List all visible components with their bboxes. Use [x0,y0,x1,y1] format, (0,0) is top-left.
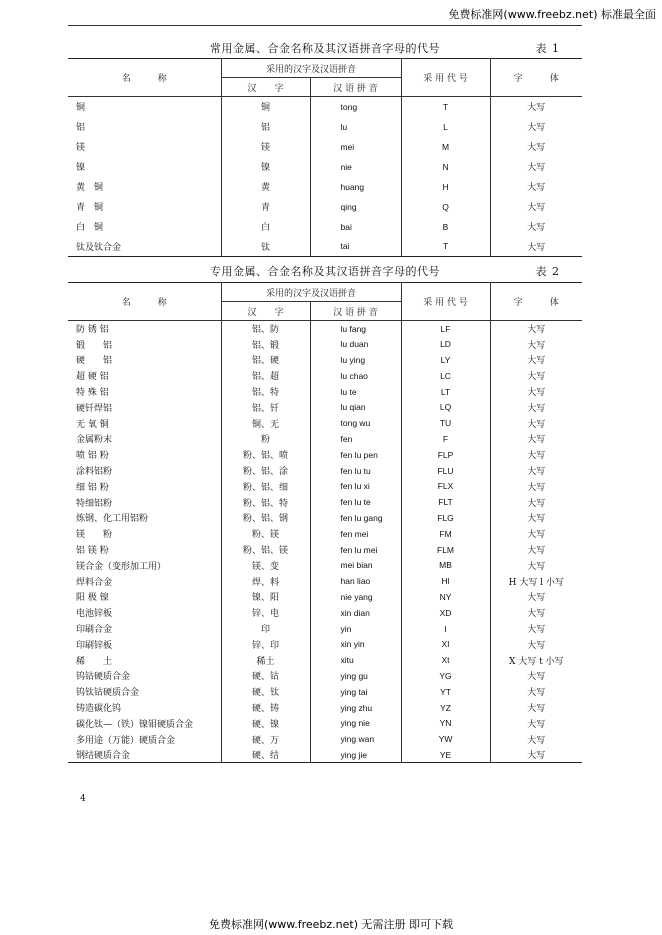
cell-name: 超 硬 铝 [68,368,221,384]
table-row [68,494,582,510]
cell-hanzi: 粉、铝、涂 [221,463,310,479]
table1-header-hanzi: 汉 字 [221,78,310,97]
table-row [68,217,582,237]
table2-label: 表 2 [535,265,560,278]
table-row [68,157,582,177]
cell-pinyin: fen [310,431,401,447]
cell-code: FLP [401,447,490,463]
cell-pinyin: tai [310,237,401,257]
cell-pinyin: bai [310,217,401,237]
cell-code: L [401,117,490,137]
cell-code: FLX [401,478,490,494]
table1-label: 表 1 [535,42,560,55]
cell-hanzi: 镁 [221,137,310,157]
cell-font: 大写 [527,435,546,446]
table-row [68,542,582,558]
cell-hanzi: 铝、锻 [221,336,310,352]
table2-header-pinyin: 汉 语 拼 音 [310,302,401,321]
table1-header-code: 采 用 代 号 [401,59,490,97]
cell-code: FLM [401,542,490,558]
cell-pinyin: ying jie [310,747,401,763]
cell-font: 大写 [527,372,546,383]
cell-pinyin: nie yang [310,589,401,605]
cell-pinyin: lu chao [310,368,401,384]
cell-font: 大写 [527,388,546,399]
cell-name: 白 铜 [68,217,221,237]
cell-font: 大写 [527,325,546,336]
cell-name: 青 铜 [68,197,221,217]
cell-name: 防 锈 铝 [68,321,221,337]
cell-name: 焊料合金 [68,573,221,589]
cell-code: LY [401,352,490,368]
table-row [68,321,582,337]
cell-font: 大写 [527,467,546,478]
cell-pinyin: fen lu tu [310,463,401,479]
table-row [68,352,582,368]
cell-code: LC [401,368,490,384]
cell-font: 大写 [527,163,546,173]
cell-hanzi: 青 [221,197,310,217]
cell-hanzi: 锌、印 [221,636,310,652]
cell-font: 大写 [527,356,546,367]
cell-name: 无 氧 铜 [68,415,221,431]
cell-hanzi: 印 [221,621,310,637]
cell-code: LT [401,384,490,400]
cell-font: 大写 [527,403,546,414]
cell-pinyin: huang [310,177,401,197]
cell-code: T [401,237,490,257]
cell-hanzi: 硬、钴 [221,668,310,684]
cell-pinyin: xin dian [310,605,401,621]
cell-code: TU [401,415,490,431]
table-row [68,621,582,637]
cell-name: 镁 粉 [68,526,221,542]
table1-header-pinyin: 汉 语 拼 音 [310,78,401,97]
cell-code: YW [401,731,490,747]
table-row [68,573,582,589]
table-row [68,557,582,573]
table2-header-font: 字 体 [490,283,582,321]
cell-code: FLG [401,510,490,526]
table2-title-bar [68,263,582,279]
table1-header-name: 名 称 [68,59,221,97]
cell-code: H [401,177,490,197]
cell-pinyin: fen lu gang [310,510,401,526]
cell-code: Xt [401,652,490,668]
table1-title: 常用金属、合金名称及其汉语拼音字母的代号 [210,42,440,55]
cell-hanzi: 粉、铝、细 [221,478,310,494]
header-site-text: 免费标准网(www.freebz.net) 标准最全面 [448,8,656,21]
cell-name: 钨钴硬质合金 [68,668,221,684]
footer-site-text: 免费标准网(www.freebz.net) 无需注册 即可下载 [208,918,454,931]
cell-code: F [401,431,490,447]
header-rule [68,25,582,26]
cell-font: 大写 [527,340,546,351]
table2-header-adopted: 采用的汉字及汉语拼音 [221,283,401,302]
table2 [68,282,582,763]
cell-hanzi: 铝、超 [221,368,310,384]
cell-hanzi: 白 [221,217,310,237]
cell-code: YN [401,715,490,731]
cell-hanzi: 硬、结 [221,747,310,763]
cell-pinyin: tong [310,97,401,117]
table-row [68,605,582,621]
cell-code: LQ [401,399,490,415]
cell-name: 黄 铜 [68,177,221,197]
table-row [68,510,582,526]
cell-font: 大写 [527,482,546,493]
cell-name: 硬 铝 [68,352,221,368]
cell-hanzi: 黄 [221,177,310,197]
cell-name: 铸造碳化钨 [68,700,221,716]
cell-font: X 大写 t 小写 [508,656,564,667]
cell-pinyin: fen mei [310,526,401,542]
cell-font: 大写 [527,546,546,557]
cell-font: 大写 [527,719,546,730]
cell-hanzi: 硬、万 [221,731,310,747]
cell-code: N [401,157,490,177]
cell-hanzi: 粉 [221,431,310,447]
cell-pinyin: ying gu [310,668,401,684]
cell-name: 铜 [68,97,221,117]
cell-code: MB [401,557,490,573]
cell-font: 大写 [527,143,546,153]
cell-name: 硬钎焊铝 [68,399,221,415]
table-row [68,668,582,684]
cell-hanzi: 焊、料 [221,573,310,589]
cell-hanzi: 锌、电 [221,605,310,621]
cell-name: 镍 [68,157,221,177]
cell-pinyin: yin [310,621,401,637]
cell-code: FLU [401,463,490,479]
cell-hanzi: 粉、铝、特 [221,494,310,510]
cell-hanzi: 铜 [221,97,310,117]
table2-header-hanzi: 汉 字 [221,302,310,321]
cell-font: H 大写 l 小写 [508,577,564,588]
cell-pinyin: lu qian [310,399,401,415]
cell-hanzi: 粉、铝、喷 [221,447,310,463]
table-row [68,415,582,431]
table1-header-font: 字 体 [490,59,582,97]
cell-font: 大写 [527,514,546,525]
cell-font: 大写 [527,672,546,683]
table-row [68,177,582,197]
cell-name: 钛及钛合金 [68,237,221,257]
table-row [68,731,582,747]
table-row [68,431,582,447]
cell-name: 印刷合金 [68,621,221,637]
cell-font: 大写 [527,123,546,133]
cell-hanzi: 硬、铸 [221,700,310,716]
cell-hanzi: 粉、铝、钢 [221,510,310,526]
cell-pinyin: fen lu pen [310,447,401,463]
cell-font: 大写 [490,747,582,763]
table-row [68,137,582,157]
cell-hanzi: 铝、特 [221,384,310,400]
table-row [68,368,582,384]
cell-font: 大写 [527,223,546,233]
cell-name: 碳化钛—（铁）镍钼硬质合金 [68,715,221,731]
cell-code: B [401,217,490,237]
cell-code: XI [401,636,490,652]
table1-title-bar [68,40,582,56]
cell-pinyin: tong wu [310,415,401,431]
cell-name: 炼钢、化工用铝粉 [68,510,221,526]
cell-hanzi: 粉、铝、镁 [221,542,310,558]
cell-name: 铝 [68,117,221,137]
cell-name: 钨钛钴硬质合金 [68,684,221,700]
cell-name: 镁 [68,137,221,157]
cell-name: 特 殊 铝 [68,384,221,400]
cell-hanzi: 稀土 [221,652,310,668]
cell-pinyin: lu [310,117,401,137]
cell-name: 特细铝粉 [68,494,221,510]
cell-hanzi: 镁、变 [221,557,310,573]
cell-pinyin: xitu [310,652,401,668]
cell-name: 喷 铝 粉 [68,447,221,463]
cell-pinyin: fen lu xi [310,478,401,494]
cell-font: 大写 [527,640,546,651]
cell-pinyin: mei [310,137,401,157]
cell-hanzi: 镍 [221,157,310,177]
cell-pinyin: fen lu te [310,494,401,510]
cell-font: 大写 [527,498,546,509]
cell-code: M [401,137,490,157]
cell-pinyin: nie [310,157,401,177]
cell-pinyin: ying nie [310,715,401,731]
table2-title: 专用金属、合金名称及其汉语拼音字母的代号 [210,265,440,278]
table-row [68,97,582,117]
table-row [68,526,582,542]
table-row [68,589,582,605]
cell-hanzi: 铝 [221,117,310,137]
cell-code: FLT [401,494,490,510]
table-row [68,447,582,463]
cell-code: Q [401,197,490,217]
table-row [68,684,582,700]
cell-pinyin: xin yin [310,636,401,652]
cell-hanzi: 铝、钎 [221,399,310,415]
cell-code: I [401,621,490,637]
cell-hanzi: 硬、钛 [221,684,310,700]
table-row [68,384,582,400]
cell-pinyin: qing [310,197,401,217]
table2-header-name: 名 称 [68,283,221,321]
cell-name: 锻 铝 [68,336,221,352]
cell-name: 金属粉末 [68,431,221,447]
table-row [68,700,582,716]
cell-code: FM [401,526,490,542]
cell-name: 钢结硬质合金 [68,747,221,763]
cell-hanzi: 铝、硬 [221,352,310,368]
cell-name: 细 铝 粉 [68,478,221,494]
cell-font: 大写 [527,735,546,746]
table-row [68,463,582,479]
cell-hanzi: 粉、镁 [221,526,310,542]
cell-name: 稀 土 [68,652,221,668]
cell-code: YE [401,747,490,763]
cell-pinyin: lu te [310,384,401,400]
cell-font: 大写 [490,237,582,257]
cell-pinyin: ying tai [310,684,401,700]
cell-font: 大写 [527,593,546,604]
cell-name: 阳 极 镍 [68,589,221,605]
cell-font: 大写 [527,609,546,620]
table-row [68,399,582,415]
cell-code: LF [401,321,490,337]
table-row [68,747,582,763]
cell-font: 大写 [527,203,546,213]
cell-hanzi: 镍、阳 [221,589,310,605]
table-row [68,237,582,257]
cell-pinyin: ying zhu [310,700,401,716]
page-number: 4 [80,794,86,804]
cell-name: 印刷锌板 [68,636,221,652]
cell-pinyin: lu duan [310,336,401,352]
cell-hanzi: 铝、防 [221,321,310,337]
cell-name: 镁合金（变形加工用） [68,557,221,573]
cell-font: 大写 [527,183,546,193]
cell-font: 大写 [527,704,546,715]
cell-font: 大写 [527,451,546,462]
cell-name: 电池锌板 [68,605,221,621]
table1 [68,58,582,257]
cell-code: NY [401,589,490,605]
table-row [68,197,582,217]
cell-name: 多用途（万能）硬质合金 [68,731,221,747]
table2-body [68,321,582,763]
cell-code: T [401,97,490,117]
table-row [68,636,582,652]
table2-header-code: 采 用 代 号 [401,283,490,321]
cell-font: 大写 [527,419,546,430]
cell-font: 大写 [527,625,546,636]
cell-name: 涂料铝粉 [68,463,221,479]
cell-name: 铝 镁 粉 [68,542,221,558]
cell-code: XD [401,605,490,621]
cell-code: YG [401,668,490,684]
cell-pinyin: fen lu mei [310,542,401,558]
cell-hanzi: 铜、无 [221,415,310,431]
cell-code: YZ [401,700,490,716]
cell-font: 大写 [527,561,546,572]
cell-code: Hl [401,573,490,589]
cell-pinyin: ying wan [310,731,401,747]
table-row [68,478,582,494]
table-row [68,117,582,137]
cell-code: LD [401,336,490,352]
cell-font: 大写 [527,103,546,114]
cell-hanzi: 硬、镍 [221,715,310,731]
cell-pinyin: han liao [310,573,401,589]
cell-font: 大写 [527,530,546,541]
cell-pinyin: mei bian [310,557,401,573]
cell-pinyin: lu fang [310,321,401,337]
table1-header-adopted: 采用的汉字及汉语拼音 [221,59,401,78]
cell-code: YT [401,684,490,700]
cell-font: 大写 [527,688,546,699]
table-row [68,652,582,668]
table-row [68,336,582,352]
cell-hanzi: 钛 [221,237,310,257]
table-row [68,715,582,731]
cell-pinyin: lu ying [310,352,401,368]
